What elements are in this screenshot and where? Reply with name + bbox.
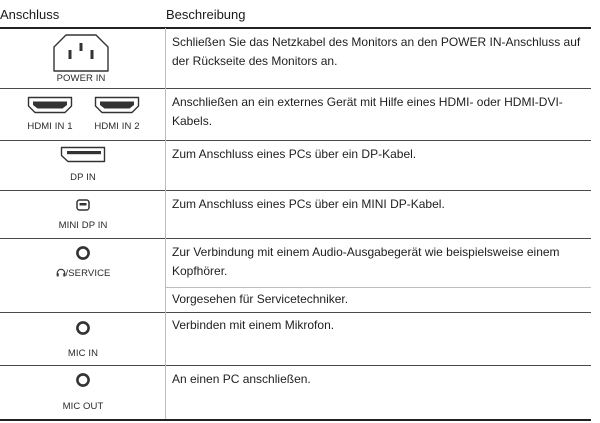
port-label-mic-in: MIC IN — [67, 348, 99, 359]
desc-hdmi: Anschließen an ein externes Gerät mit Hilfe eines HDMI- oder HDMI-DVI-Kabels. — [172, 95, 563, 128]
table-bottom-rule — [0, 419, 591, 421]
desc-dp: Zum Anschluss eines PCs über ein DP-Kabel. — [172, 147, 417, 161]
port-label-hdmi-in-1: HDMI IN 1 — [27, 121, 73, 132]
headphone-icon — [56, 268, 66, 277]
desc-service-headphone: Zur Verbindung mit einem Audio-Ausgabegerät wie beispielsweise einem Kopfhörer. — [172, 245, 560, 278]
audio-jack-icon — [75, 372, 91, 388]
row-divider — [0, 238, 591, 239]
desc-power-in — [172, 33, 584, 70]
port-label-dp-in: DP IN — [70, 172, 96, 183]
row-divider — [0, 88, 591, 89]
row-divider — [0, 365, 591, 366]
service-inner-divider — [166, 287, 591, 288]
port-label-service-text: /SERVICE — [65, 268, 111, 279]
audio-jack-icon — [75, 245, 91, 261]
mini-displayport-icon — [76, 199, 90, 211]
hdmi-port-icon — [94, 96, 140, 114]
audio-jack-icon — [75, 320, 91, 336]
desc-mic-out: An einen PC anschließen. — [172, 372, 311, 386]
column-separator — [165, 28, 166, 419]
desc-power-in-text: Schließen Sie das Netzkabel des Monitors an den — [172, 35, 441, 49]
displayport-icon — [60, 146, 106, 163]
desc-mini-dp: Zum Anschluss eines PCs über ein MINI DP-Kabel. — [172, 197, 445, 211]
port-label-power-in: POWER IN — [56, 73, 106, 84]
port-label-mic-out: MIC OUT — [62, 401, 104, 412]
row-divider — [0, 140, 591, 141]
port-label-mini-dp-in: MINI DP IN — [58, 220, 108, 231]
power-connector-icon — [52, 33, 110, 73]
desc-power-in-key: POWER IN — [440, 35, 502, 49]
header-port: Anschluss — [0, 7, 60, 22]
desc-power-in-text-end: -Anschluss auf der Rückseite des Monitors an. — [172, 35, 581, 68]
hdmi-port-icon — [27, 96, 73, 114]
desc-mic-in: Verbinden mit einem Mikrofon. — [172, 318, 335, 332]
row-divider — [0, 312, 591, 313]
desc-service-technician: Vorgesehen für Servicetechniker. — [172, 292, 349, 306]
row-divider — [0, 190, 591, 191]
header-rule — [0, 27, 591, 29]
port-label-service — [48, 268, 118, 279]
port-label-hdmi-in-2: HDMI IN 2 — [94, 121, 140, 132]
header-description: Beschreibung — [166, 7, 246, 22]
